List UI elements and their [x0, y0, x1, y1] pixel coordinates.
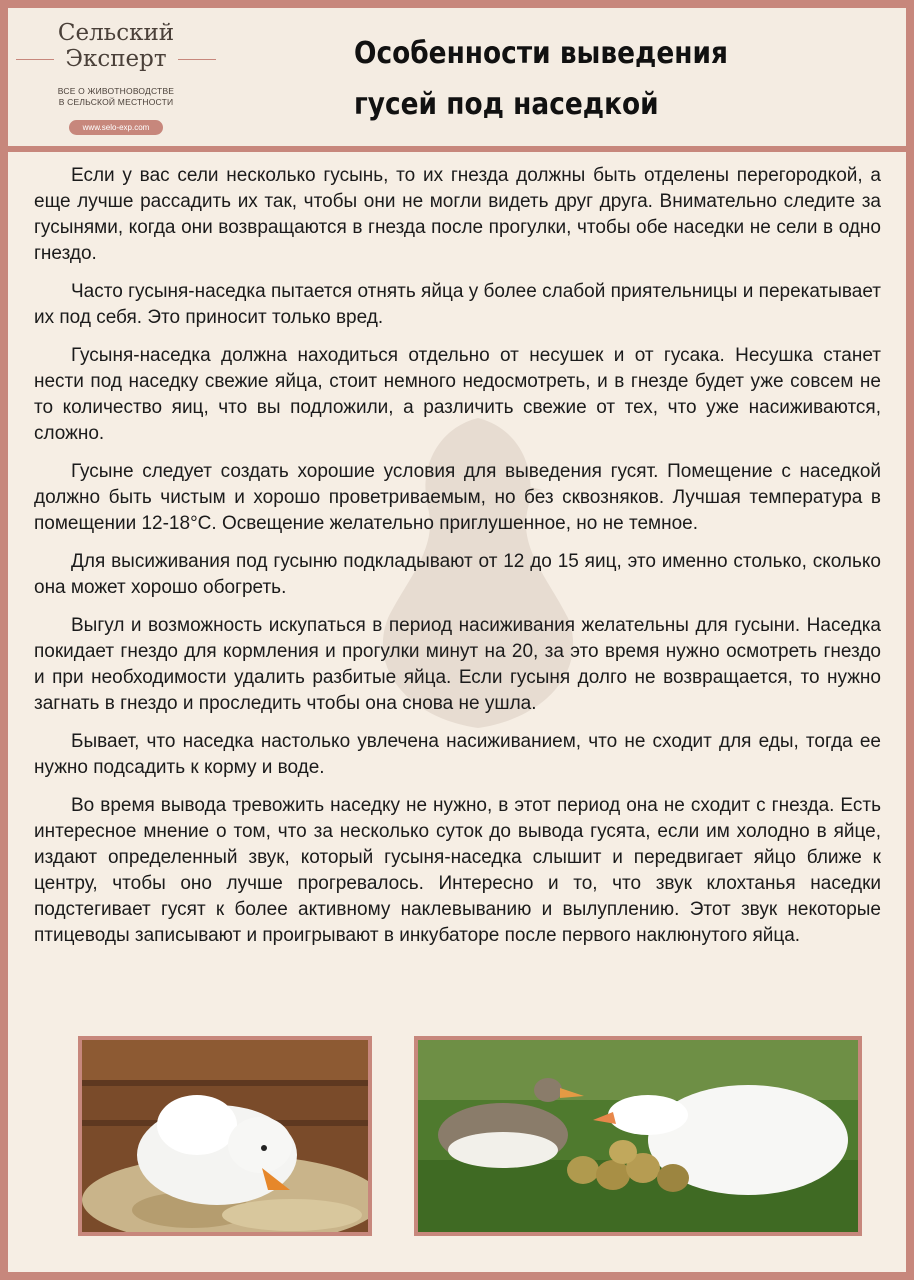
page-title [354, 28, 741, 130]
photo-geese-with-goslings [414, 1036, 862, 1236]
paragraph: Для высиживания под гусыню подкладывают от 12 до 15 яиц, это именно столько, сколько она может хорошо обогреть. [34, 551, 881, 598]
paragraph: Бывает, что наседка настолько увлечена насиживанием, что не сходит для еды, тогда ее нужно подсадить к корму и воде. [34, 731, 881, 778]
paragraph: Гусыня-наседка должна находиться отдельно от несушек и от гусака. Несушка станет нести под наседку свежие яйца, стоит немного недосмотреть, и в гнезде будет уже совсем не то количество яиц, что вы подложили, а различить свежие от тех, что уже насиживаются, сложно. [34, 345, 881, 444]
goose-on-nest-image [82, 1040, 368, 1232]
logo-tagline-1: ВСЕ О ЖИВОТНОВОДСТВЕ [57, 86, 175, 96]
paragraph: Во время вывода тревожить наседку не нужно, в этот период она не сходит с гнезда. Есть интересное мнение о том, что за несколько суток до вывода гусята, если им холодно в яйце, издают определенный звук, который гусыня-наседка слышит и передвигает яйцо ближе к центру, чтобы оно лучше прогревалось. Интересно и то, что звук клохтанья наседки подстегивает гусят к более активному наклевыванию и вылуплению. Этот звук некоторые птицеводы записывают и проигрывают в инкубаторе после первого наклюнутого яйца. [34, 795, 881, 946]
title-line2: гусей под наседкой [354, 87, 659, 122]
logo-tagline-2: В СЕЛЬСКОЙ МЕСТНОСТИ [58, 97, 174, 107]
paragraph: Выгул и возможность искупаться в период насиживания желательны для гусыни. Наседка покидает гнездо для кормления и прогулки минут на 20, за это время нужно осмотреть гнездо и при необходимости удалить разбитые яйца. Если гусыня долго не возвращается, то нужно загнать в гнездо и проследить чтобы она снова не ушла. [34, 615, 881, 714]
logo-rule-right [178, 59, 216, 60]
logo-line2 [16, 46, 216, 72]
logo-tagline [16, 86, 216, 108]
title-line1: Особенности выведения [354, 36, 728, 71]
logo-line1: Сельский [57, 20, 175, 46]
logo-url[interactable]: www.selo-exp.com [69, 120, 164, 135]
paragraph: Гусыне следует создать хорошие условия для выведения гусят. Помещение с наседкой должно быть чистым и хорошо проветриваемым, но без сквозняков. Лучшая температура в помещении 12-18°С. Освещение желательно приглушенное, но не темное. [34, 461, 881, 534]
photo-row [78, 1036, 868, 1236]
logo-rule-left [16, 59, 54, 60]
photo-goose-nest [78, 1036, 372, 1236]
article-body [34, 163, 881, 961]
header [8, 8, 906, 152]
logo-line2-text: Эксперт [65, 46, 167, 72]
geese-with-goslings-image [418, 1040, 858, 1232]
paragraph: Часто гусыня-наседка пытается отнять яйца у более слабой приятельницы и перекатывает их под себя. Это приносит только вред. [34, 281, 881, 328]
paragraph: Если у вас сели несколько гусынь, то их гнезда должны быть отделены перегородкой, а еще лучше рассадить их так, чтобы они не могли видеть друг друга. Внимательно следите за гусынями, когда они возвращаются в гнезда после прогулки, чтобы обе наседки не сели в одно гнездо. [34, 165, 881, 264]
logo[interactable] [16, 14, 216, 140]
page-frame [8, 8, 906, 1272]
